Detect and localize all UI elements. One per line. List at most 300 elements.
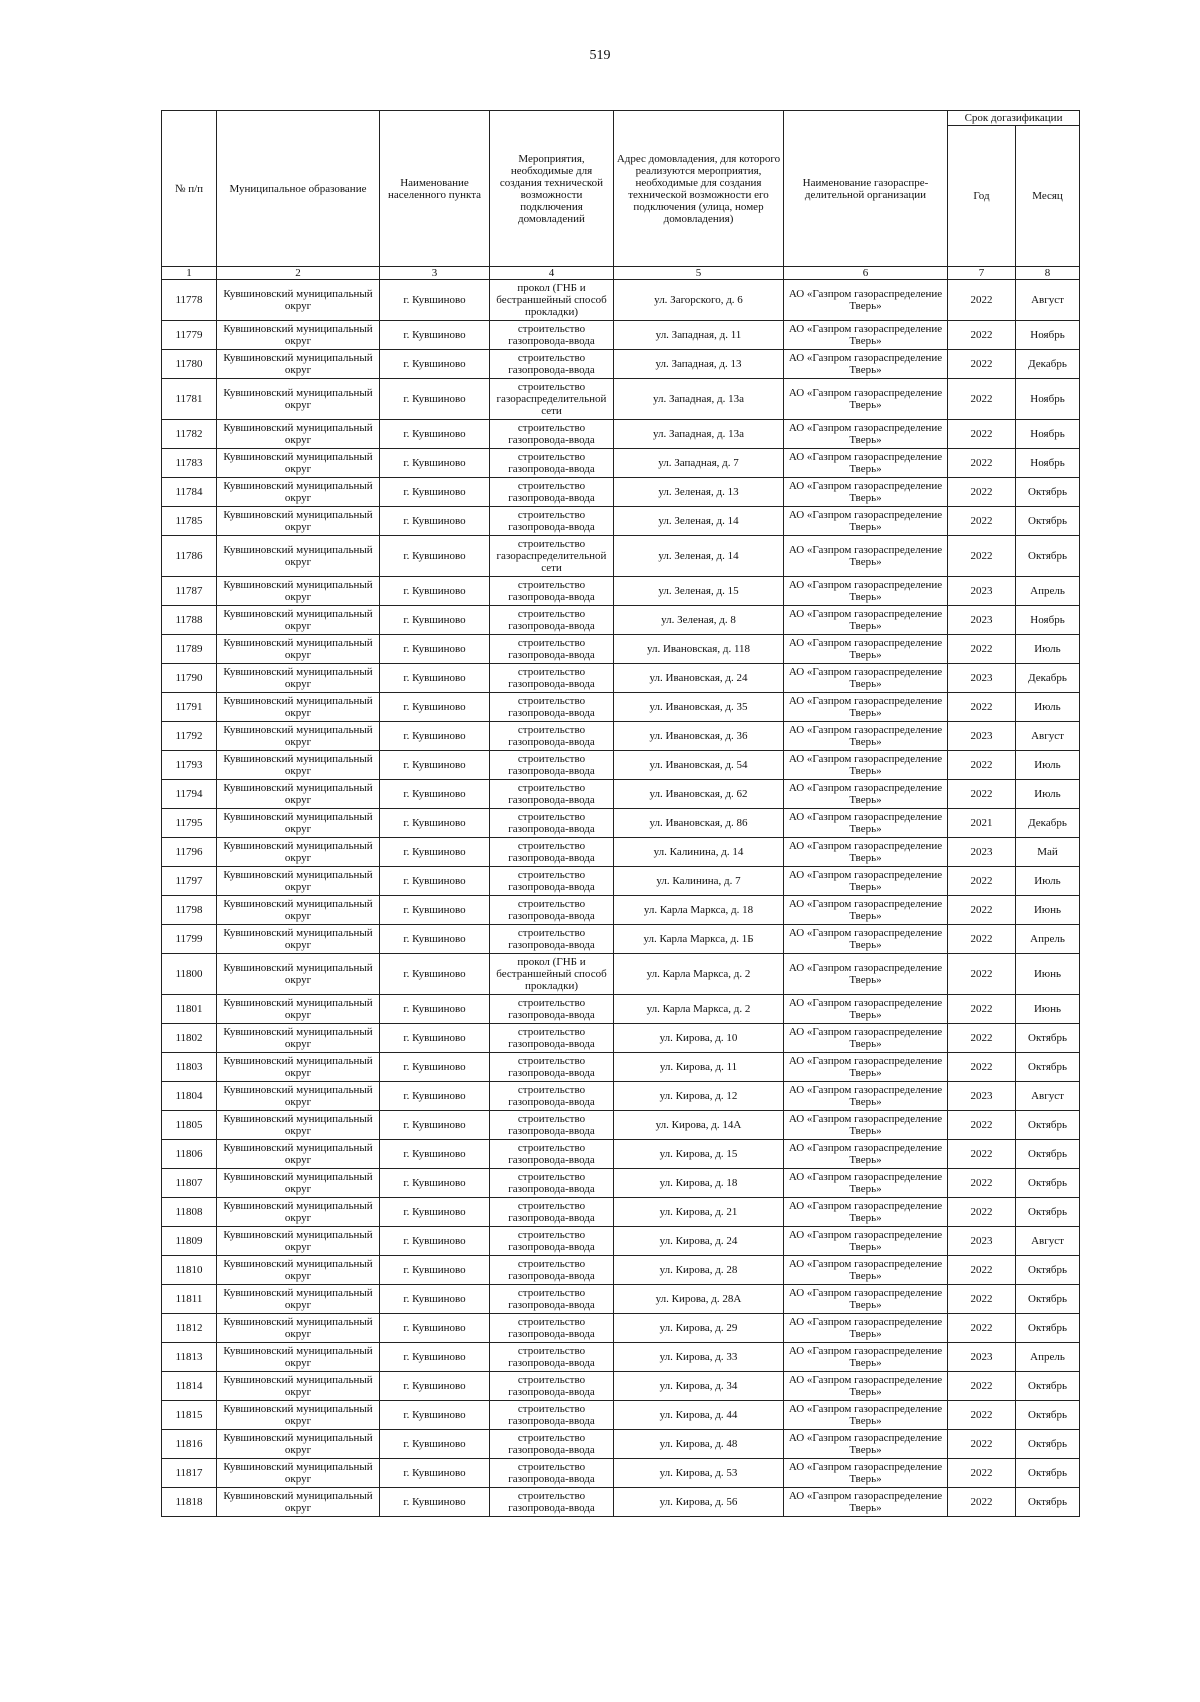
- cell-activity: строительство газопровода-ввода: [490, 350, 614, 379]
- cell-number: 11780: [162, 350, 217, 379]
- cell-year: 2023: [948, 1227, 1016, 1256]
- cell-settlement: г. Кувшиново: [380, 1198, 490, 1227]
- table-row: [162, 606, 1080, 635]
- cell-month: Апрель: [1016, 577, 1080, 606]
- cell-month: Октябрь: [1016, 1256, 1080, 1285]
- cell-number: 11808: [162, 1198, 217, 1227]
- cell-organization: АО «Газпром газораспределение Тверь»: [784, 350, 948, 379]
- cell-year: 2023: [948, 1082, 1016, 1111]
- table-row: [162, 1314, 1080, 1343]
- cell-activity: строительство газопровода-ввода: [490, 1024, 614, 1053]
- col-header-month: Месяц: [1016, 126, 1080, 267]
- cell-year: 2022: [948, 507, 1016, 536]
- cell-activity: строительство газопровода-ввода: [490, 635, 614, 664]
- cell-year: 2023: [948, 577, 1016, 606]
- cell-settlement: г. Кувшиново: [380, 896, 490, 925]
- table-row: [162, 722, 1080, 751]
- table-row: [162, 1198, 1080, 1227]
- cell-address: ул. Кирова, д. 28А: [614, 1285, 784, 1314]
- cell-month: Июнь: [1016, 954, 1080, 995]
- cell-organization: АО «Газпром газораспределение Тверь»: [784, 995, 948, 1024]
- cell-settlement: г. Кувшиново: [380, 1024, 490, 1053]
- cell-municipality: Кувшиновский муниципальный округ: [217, 838, 380, 867]
- cell-number: 11800: [162, 954, 217, 995]
- cell-organization: АО «Газпром газораспределение Тверь»: [784, 1459, 948, 1488]
- cell-year: 2022: [948, 1430, 1016, 1459]
- column-number: 5: [614, 267, 784, 280]
- cell-activity: строительство газопровода-ввода: [490, 1314, 614, 1343]
- cell-address: ул. Кирова, д. 34: [614, 1372, 784, 1401]
- cell-month: Ноябрь: [1016, 606, 1080, 635]
- cell-settlement: г. Кувшиново: [380, 606, 490, 635]
- cell-organization: АО «Газпром газораспределение Тверь»: [784, 1053, 948, 1082]
- cell-month: Июль: [1016, 780, 1080, 809]
- cell-number: 11782: [162, 420, 217, 449]
- cell-year: 2022: [948, 379, 1016, 420]
- cell-organization: АО «Газпром газораспределение Тверь»: [784, 1227, 948, 1256]
- cell-number: 11811: [162, 1285, 217, 1314]
- table-row: [162, 838, 1080, 867]
- cell-organization: АО «Газпром газораспределение Тверь»: [784, 1082, 948, 1111]
- table-row: [162, 350, 1080, 379]
- table-row: [162, 321, 1080, 350]
- cell-settlement: г. Кувшиново: [380, 321, 490, 350]
- col-header-activity: Мероприятия, необходимые для создания технической возможности подключения домовладений: [490, 111, 614, 267]
- cell-address: ул. Ивановская, д. 36: [614, 722, 784, 751]
- column-number: 7: [948, 267, 1016, 280]
- cell-settlement: г. Кувшиново: [380, 838, 490, 867]
- table-row: [162, 280, 1080, 321]
- table-row: [162, 1082, 1080, 1111]
- cell-municipality: Кувшиновский муниципальный округ: [217, 1256, 380, 1285]
- cell-number: 11798: [162, 896, 217, 925]
- cell-year: 2023: [948, 606, 1016, 635]
- cell-address: ул. Калинина, д. 14: [614, 838, 784, 867]
- table-row: [162, 1227, 1080, 1256]
- table-row: [162, 449, 1080, 478]
- table-row: [162, 1459, 1080, 1488]
- cell-month: Октябрь: [1016, 1198, 1080, 1227]
- cell-activity: строительство газопровода-ввода: [490, 867, 614, 896]
- table-row: [162, 693, 1080, 722]
- cell-address: ул. Кирова, д. 10: [614, 1024, 784, 1053]
- cell-organization: АО «Газпром газораспределение Тверь»: [784, 1198, 948, 1227]
- cell-organization: АО «Газпром газораспределение Тверь»: [784, 896, 948, 925]
- cell-number: 11791: [162, 693, 217, 722]
- cell-municipality: Кувшиновский муниципальный округ: [217, 925, 380, 954]
- cell-number: 11807: [162, 1169, 217, 1198]
- cell-activity: прокол (ГНБ и бестраншейный способ прокладки): [490, 954, 614, 995]
- cell-settlement: г. Кувшиново: [380, 1343, 490, 1372]
- cell-activity: строительство газораспределительной сети: [490, 379, 614, 420]
- column-number-row: [162, 267, 1080, 280]
- cell-month: Декабрь: [1016, 350, 1080, 379]
- cell-year: 2022: [948, 954, 1016, 995]
- cell-activity: строительство газопровода-ввода: [490, 1285, 614, 1314]
- cell-year: 2022: [948, 321, 1016, 350]
- table-row: [162, 995, 1080, 1024]
- cell-number: 11812: [162, 1314, 217, 1343]
- cell-number: 11804: [162, 1082, 217, 1111]
- cell-activity: строительство газопровода-ввода: [490, 321, 614, 350]
- cell-settlement: г. Кувшиново: [380, 1082, 490, 1111]
- table-row: [162, 1430, 1080, 1459]
- cell-settlement: г. Кувшиново: [380, 507, 490, 536]
- cell-settlement: г. Кувшиново: [380, 780, 490, 809]
- column-number: 6: [784, 267, 948, 280]
- table-row: [162, 1285, 1080, 1314]
- cell-year: 2022: [948, 1053, 1016, 1082]
- cell-number: 11810: [162, 1256, 217, 1285]
- cell-number: 11784: [162, 478, 217, 507]
- cell-organization: АО «Газпром газораспределение Тверь»: [784, 1401, 948, 1430]
- cell-activity: строительство газопровода-ввода: [490, 1459, 614, 1488]
- cell-activity: строительство газопровода-ввода: [490, 722, 614, 751]
- cell-municipality: Кувшиновский муниципальный округ: [217, 507, 380, 536]
- cell-year: 2022: [948, 1314, 1016, 1343]
- cell-year: 2022: [948, 1401, 1016, 1430]
- cell-year: 2022: [948, 751, 1016, 780]
- cell-settlement: г. Кувшиново: [380, 1401, 490, 1430]
- cell-settlement: г. Кувшиново: [380, 867, 490, 896]
- cell-month: Октябрь: [1016, 1111, 1080, 1140]
- cell-month: Июнь: [1016, 896, 1080, 925]
- table-row: [162, 1140, 1080, 1169]
- cell-activity: строительство газопровода-ввода: [490, 693, 614, 722]
- cell-municipality: Кувшиновский муниципальный округ: [217, 1111, 380, 1140]
- cell-year: 2022: [948, 1256, 1016, 1285]
- cell-settlement: г. Кувшиново: [380, 1488, 490, 1517]
- cell-municipality: Кувшиновский муниципальный округ: [217, 809, 380, 838]
- cell-activity: строительство газопровода-ввода: [490, 1053, 614, 1082]
- table-row: [162, 420, 1080, 449]
- cell-year: 2022: [948, 1111, 1016, 1140]
- cell-address: ул. Кирова, д. 44: [614, 1401, 784, 1430]
- cell-settlement: г. Кувшиново: [380, 449, 490, 478]
- cell-organization: АО «Газпром газораспределение Тверь»: [784, 606, 948, 635]
- cell-activity: строительство газопровода-ввода: [490, 1372, 614, 1401]
- cell-number: 11814: [162, 1372, 217, 1401]
- cell-address: ул. Западная, д. 13а: [614, 379, 784, 420]
- cell-settlement: г. Кувшиново: [380, 1169, 490, 1198]
- cell-organization: АО «Газпром газораспределение Тверь»: [784, 954, 948, 995]
- cell-address: ул. Карла Маркса, д. 2: [614, 954, 784, 995]
- table-row: [162, 1343, 1080, 1372]
- cell-organization: АО «Газпром газораспределение Тверь»: [784, 867, 948, 896]
- cell-settlement: г. Кувшиново: [380, 577, 490, 606]
- cell-municipality: Кувшиновский муниципальный округ: [217, 536, 380, 577]
- cell-settlement: г. Кувшиново: [380, 751, 490, 780]
- cell-year: 2022: [948, 1488, 1016, 1517]
- cell-municipality: Кувшиновский муниципальный округ: [217, 1459, 380, 1488]
- column-number: 2: [217, 267, 380, 280]
- cell-settlement: г. Кувшиново: [380, 954, 490, 995]
- cell-month: Август: [1016, 1227, 1080, 1256]
- cell-month: Апрель: [1016, 1343, 1080, 1372]
- cell-number: 11779: [162, 321, 217, 350]
- col-header-num: № п/п: [162, 111, 217, 267]
- cell-organization: АО «Газпром газораспределение Тверь»: [784, 1343, 948, 1372]
- cell-settlement: г. Кувшиново: [380, 536, 490, 577]
- cell-year: 2022: [948, 1459, 1016, 1488]
- cell-number: 11795: [162, 809, 217, 838]
- cell-municipality: Кувшиновский муниципальный округ: [217, 1227, 380, 1256]
- cell-municipality: Кувшиновский муниципальный округ: [217, 577, 380, 606]
- table-row: [162, 1169, 1080, 1198]
- cell-month: Декабрь: [1016, 664, 1080, 693]
- cell-address: ул. Ивановская, д. 35: [614, 693, 784, 722]
- cell-month: Октябрь: [1016, 1430, 1080, 1459]
- cell-address: ул. Ивановская, д. 86: [614, 809, 784, 838]
- cell-activity: строительство газопровода-ввода: [490, 1227, 614, 1256]
- cell-municipality: Кувшиновский муниципальный округ: [217, 1285, 380, 1314]
- cell-organization: АО «Газпром газораспределение Тверь»: [784, 379, 948, 420]
- cell-number: 11787: [162, 577, 217, 606]
- table-row: [162, 1111, 1080, 1140]
- cell-address: ул. Ивановская, д. 62: [614, 780, 784, 809]
- cell-month: Октябрь: [1016, 1459, 1080, 1488]
- cell-organization: АО «Газпром газораспределение Тверь»: [784, 693, 948, 722]
- cell-activity: строительство газопровода-ввода: [490, 751, 614, 780]
- cell-year: 2022: [948, 449, 1016, 478]
- cell-activity: строительство газопровода-ввода: [490, 896, 614, 925]
- cell-number: 11788: [162, 606, 217, 635]
- table-row: [162, 577, 1080, 606]
- cell-number: 11783: [162, 449, 217, 478]
- cell-month: Октябрь: [1016, 536, 1080, 577]
- cell-settlement: г. Кувшиново: [380, 478, 490, 507]
- cell-year: 2022: [948, 1198, 1016, 1227]
- cell-municipality: Кувшиновский муниципальный округ: [217, 1372, 380, 1401]
- cell-activity: строительство газопровода-ввода: [490, 1111, 614, 1140]
- cell-municipality: Кувшиновский муниципальный округ: [217, 751, 380, 780]
- cell-month: Август: [1016, 280, 1080, 321]
- cell-year: 2023: [948, 1343, 1016, 1372]
- cell-organization: АО «Газпром газораспределение Тверь»: [784, 1285, 948, 1314]
- col-header-organization: Наименование газораспре-делительной организации: [784, 111, 948, 267]
- cell-number: 11796: [162, 838, 217, 867]
- cell-activity: строительство газопровода-ввода: [490, 809, 614, 838]
- cell-organization: АО «Газпром газораспределение Тверь»: [784, 1024, 948, 1053]
- cell-number: 11781: [162, 379, 217, 420]
- col-header-municipality: Муниципальное образование: [217, 111, 380, 267]
- cell-year: 2022: [948, 925, 1016, 954]
- cell-address: ул. Западная, д. 7: [614, 449, 784, 478]
- cell-settlement: г. Кувшиново: [380, 925, 490, 954]
- cell-year: 2022: [948, 536, 1016, 577]
- cell-organization: АО «Газпром газораспределение Тверь»: [784, 838, 948, 867]
- cell-municipality: Кувшиновский муниципальный округ: [217, 449, 380, 478]
- cell-municipality: Кувшиновский муниципальный округ: [217, 280, 380, 321]
- cell-municipality: Кувшиновский муниципальный округ: [217, 693, 380, 722]
- col-header-year: Год: [948, 126, 1016, 267]
- cell-activity: строительство газопровода-ввода: [490, 1082, 614, 1111]
- cell-organization: АО «Газпром газораспределение Тверь»: [784, 449, 948, 478]
- table-row: [162, 809, 1080, 838]
- cell-address: ул. Зеленая, д. 8: [614, 606, 784, 635]
- cell-organization: АО «Газпром газораспределение Тверь»: [784, 1111, 948, 1140]
- cell-activity: строительство газопровода-ввода: [490, 1256, 614, 1285]
- cell-municipality: Кувшиновский муниципальный округ: [217, 1401, 380, 1430]
- cell-address: ул. Кирова, д. 14А: [614, 1111, 784, 1140]
- cell-address: ул. Карла Маркса, д. 2: [614, 995, 784, 1024]
- cell-municipality: Кувшиновский муниципальный округ: [217, 1343, 380, 1372]
- cell-municipality: Кувшиновский муниципальный округ: [217, 1024, 380, 1053]
- cell-address: ул. Ивановская, д. 24: [614, 664, 784, 693]
- cell-month: Октябрь: [1016, 1024, 1080, 1053]
- cell-activity: строительство газораспределительной сети: [490, 536, 614, 577]
- cell-settlement: г. Кувшиново: [380, 280, 490, 321]
- cell-year: 2021: [948, 809, 1016, 838]
- cell-address: ул. Западная, д. 11: [614, 321, 784, 350]
- cell-settlement: г. Кувшиново: [380, 1459, 490, 1488]
- cell-organization: АО «Газпром газораспределение Тверь»: [784, 925, 948, 954]
- cell-month: Июль: [1016, 693, 1080, 722]
- cell-address: ул. Карла Маркса, д. 18: [614, 896, 784, 925]
- cell-municipality: Кувшиновский муниципальный округ: [217, 350, 380, 379]
- cell-number: 11789: [162, 635, 217, 664]
- cell-address: ул. Кирова, д. 12: [614, 1082, 784, 1111]
- cell-address: ул. Кирова, д. 11: [614, 1053, 784, 1082]
- gasification-table: [161, 110, 1080, 1517]
- cell-organization: АО «Газпром газораспределение Тверь»: [784, 577, 948, 606]
- cell-organization: АО «Газпром газораспределение Тверь»: [784, 1169, 948, 1198]
- cell-activity: строительство газопровода-ввода: [490, 577, 614, 606]
- cell-organization: АО «Газпром газораспределение Тверь»: [784, 507, 948, 536]
- cell-address: ул. Карла Маркса, д. 1Б: [614, 925, 784, 954]
- cell-month: Октябрь: [1016, 507, 1080, 536]
- cell-year: 2022: [948, 1169, 1016, 1198]
- cell-municipality: Кувшиновский муниципальный округ: [217, 722, 380, 751]
- cell-month: Октябрь: [1016, 1169, 1080, 1198]
- table-row: [162, 507, 1080, 536]
- cell-address: ул. Кирова, д. 24: [614, 1227, 784, 1256]
- col-header-deadline-group: Срок догазификации: [948, 111, 1080, 126]
- cell-month: Октябрь: [1016, 1285, 1080, 1314]
- table-row: [162, 954, 1080, 995]
- column-number: 3: [380, 267, 490, 280]
- cell-number: 11799: [162, 925, 217, 954]
- cell-number: 11792: [162, 722, 217, 751]
- cell-month: Июнь: [1016, 995, 1080, 1024]
- cell-settlement: г. Кувшиново: [380, 1227, 490, 1256]
- cell-settlement: г. Кувшиново: [380, 379, 490, 420]
- cell-number: 11785: [162, 507, 217, 536]
- cell-organization: АО «Газпром газораспределение Тверь»: [784, 780, 948, 809]
- cell-month: Июль: [1016, 867, 1080, 896]
- cell-year: 2022: [948, 867, 1016, 896]
- cell-month: Октябрь: [1016, 1372, 1080, 1401]
- cell-activity: строительство газопровода-ввода: [490, 925, 614, 954]
- cell-organization: АО «Газпром газораспределение Тверь»: [784, 635, 948, 664]
- cell-settlement: г. Кувшиново: [380, 995, 490, 1024]
- cell-number: 11790: [162, 664, 217, 693]
- cell-address: ул. Кирова, д. 53: [614, 1459, 784, 1488]
- cell-number: 11797: [162, 867, 217, 896]
- cell-number: 11806: [162, 1140, 217, 1169]
- cell-settlement: г. Кувшиново: [380, 809, 490, 838]
- cell-address: ул. Зеленая, д. 15: [614, 577, 784, 606]
- cell-activity: строительство газопровода-ввода: [490, 838, 614, 867]
- cell-address: ул. Кирова, д. 21: [614, 1198, 784, 1227]
- cell-number: 11818: [162, 1488, 217, 1517]
- table-row: [162, 1401, 1080, 1430]
- cell-activity: строительство газопровода-ввода: [490, 1169, 614, 1198]
- cell-municipality: Кувшиновский муниципальный округ: [217, 1082, 380, 1111]
- cell-month: Май: [1016, 838, 1080, 867]
- page-number: 519: [589, 48, 611, 63]
- cell-organization: АО «Газпром газораспределение Тверь»: [784, 321, 948, 350]
- cell-organization: АО «Газпром газораспределение Тверь»: [784, 1372, 948, 1401]
- cell-number: 11817: [162, 1459, 217, 1488]
- cell-activity: строительство газопровода-ввода: [490, 780, 614, 809]
- cell-activity: прокол (ГНБ и бестраншейный способ прокладки): [490, 280, 614, 321]
- cell-municipality: Кувшиновский муниципальный округ: [217, 606, 380, 635]
- cell-year: 2022: [948, 995, 1016, 1024]
- table-row: [162, 780, 1080, 809]
- cell-settlement: г. Кувшиново: [380, 664, 490, 693]
- cell-organization: АО «Газпром газораспределение Тверь»: [784, 420, 948, 449]
- cell-year: 2022: [948, 1372, 1016, 1401]
- cell-organization: АО «Газпром газораспределение Тверь»: [784, 751, 948, 780]
- table-header: [162, 111, 1080, 280]
- cell-municipality: Кувшиновский муниципальный округ: [217, 420, 380, 449]
- cell-municipality: Кувшиновский муниципальный округ: [217, 780, 380, 809]
- table-row: [162, 1256, 1080, 1285]
- table-row: [162, 896, 1080, 925]
- cell-number: 11801: [162, 995, 217, 1024]
- cell-month: Ноябрь: [1016, 449, 1080, 478]
- cell-address: ул. Кирова, д. 56: [614, 1488, 784, 1517]
- cell-activity: строительство газопровода-ввода: [490, 449, 614, 478]
- cell-organization: АО «Газпром газораспределение Тверь»: [784, 280, 948, 321]
- cell-year: 2022: [948, 280, 1016, 321]
- cell-municipality: Кувшиновский муниципальный округ: [217, 478, 380, 507]
- cell-organization: АО «Газпром газораспределение Тверь»: [784, 1314, 948, 1343]
- cell-month: Август: [1016, 722, 1080, 751]
- cell-settlement: г. Кувшиново: [380, 635, 490, 664]
- table-row: [162, 1024, 1080, 1053]
- cell-address: ул. Ивановская, д. 54: [614, 751, 784, 780]
- cell-number: 11778: [162, 280, 217, 321]
- cell-municipality: Кувшиновский муниципальный округ: [217, 954, 380, 995]
- cell-organization: АО «Газпром газораспределение Тверь»: [784, 478, 948, 507]
- cell-number: 11809: [162, 1227, 217, 1256]
- table-row: [162, 1053, 1080, 1082]
- cell-settlement: г. Кувшиново: [380, 722, 490, 751]
- cell-month: Июль: [1016, 751, 1080, 780]
- cell-activity: строительство газопровода-ввода: [490, 1140, 614, 1169]
- cell-activity: строительство газопровода-ввода: [490, 1343, 614, 1372]
- cell-activity: строительство газопровода-ввода: [490, 664, 614, 693]
- cell-activity: строительство газопровода-ввода: [490, 606, 614, 635]
- cell-municipality: Кувшиновский муниципальный округ: [217, 1198, 380, 1227]
- cell-address: ул. Западная, д. 13: [614, 350, 784, 379]
- cell-activity: строительство газопровода-ввода: [490, 1198, 614, 1227]
- cell-municipality: Кувшиновский муниципальный округ: [217, 995, 380, 1024]
- cell-municipality: Кувшиновский муниципальный округ: [217, 1488, 380, 1517]
- cell-year: 2022: [948, 478, 1016, 507]
- cell-month: Ноябрь: [1016, 420, 1080, 449]
- column-number: 1: [162, 267, 217, 280]
- column-number: 8: [1016, 267, 1080, 280]
- cell-year: 2022: [948, 635, 1016, 664]
- table-row: [162, 1372, 1080, 1401]
- column-number: 4: [490, 267, 614, 280]
- cell-settlement: г. Кувшиново: [380, 420, 490, 449]
- cell-year: 2023: [948, 838, 1016, 867]
- cell-year: 2022: [948, 350, 1016, 379]
